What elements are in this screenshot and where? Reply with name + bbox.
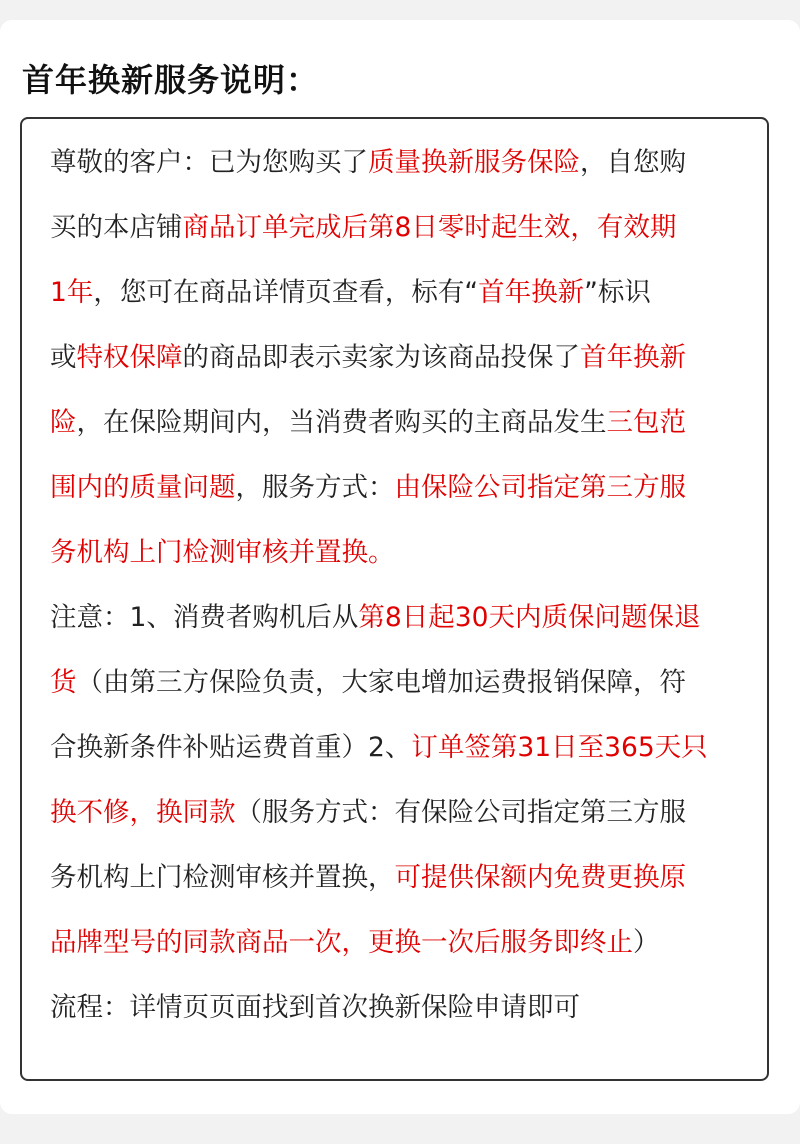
- body-text: ”标识: [584, 277, 651, 308]
- description-line: [50, 715, 780, 780]
- body-text: 买的本店铺: [50, 212, 183, 243]
- body-text: 或: [50, 342, 77, 373]
- body-text: ，您可在商品详情页查看，标有“: [93, 277, 479, 308]
- description-line: [50, 845, 780, 910]
- body-text: 流程：详情页页面找到首次换新保险申请即可: [50, 992, 580, 1023]
- description-line: [50, 455, 780, 520]
- description-line: [50, 130, 780, 195]
- highlighted-text: 三包范: [606, 407, 686, 438]
- description-line: [50, 325, 780, 390]
- highlighted-text: 首年换新: [478, 277, 585, 308]
- service-description: [50, 130, 780, 1040]
- highlighted-text: 险: [50, 407, 77, 438]
- highlighted-text: 货: [50, 667, 77, 698]
- body-text: 注意：1、消费者购机后从: [50, 602, 359, 633]
- highlighted-text: 务机构上门检测审核并置换。: [50, 537, 395, 568]
- body-text: 的商品即表示卖家为该商品投保了: [182, 342, 580, 373]
- highlighted-text: 特权保障: [76, 342, 183, 373]
- highlighted-text: 订单签第31日至365天只: [411, 732, 708, 763]
- description-line: [50, 390, 780, 455]
- body-text: （服务方式：有保险公司指定第三方服: [235, 797, 686, 828]
- body-text: 尊敬的客户：已为您购买了: [50, 147, 368, 178]
- description-line: [50, 260, 780, 325]
- description-line: [50, 650, 780, 715]
- body-text: ，服务方式：: [235, 472, 395, 503]
- highlighted-text: 第8日起30天内质保问题保退: [358, 602, 701, 633]
- description-line: [50, 975, 780, 1040]
- highlighted-text: 可提供保额内免费更换原: [394, 862, 686, 893]
- highlighted-text: 1年: [50, 277, 94, 308]
- highlighted-text: 换不修，换同款: [50, 797, 236, 828]
- body-text: （由第三方保险负责，大家电增加运费报销保障，符: [76, 667, 686, 698]
- description-line: [50, 520, 780, 585]
- body-text: ，自您购: [580, 147, 686, 178]
- highlighted-text: 围内的质量问题: [50, 472, 236, 503]
- body-text: 务机构上门检测审核并置换，: [50, 862, 395, 893]
- page-title: 首年换新服务说明：: [22, 61, 320, 99]
- description-line: [50, 780, 780, 845]
- body-text: ）: [633, 927, 660, 958]
- description-line: [50, 910, 780, 975]
- description-line: [50, 195, 780, 260]
- highlighted-text: 品牌型号的同款商品一次，更换一次后服务即终止: [50, 927, 633, 958]
- highlighted-text: 由保险公司指定第三方服: [394, 472, 686, 503]
- highlighted-text: 首年换新: [580, 342, 686, 373]
- body-text: ，在保险期间内，当消费者购买的主商品发生: [76, 407, 607, 438]
- description-line: [50, 585, 780, 650]
- highlighted-text: 商品订单完成后第8日零时起生效，有效期: [182, 212, 677, 243]
- body-text: 合换新条件补贴运费首重）2、: [50, 732, 412, 763]
- highlighted-text: 质量换新服务保险: [368, 147, 580, 178]
